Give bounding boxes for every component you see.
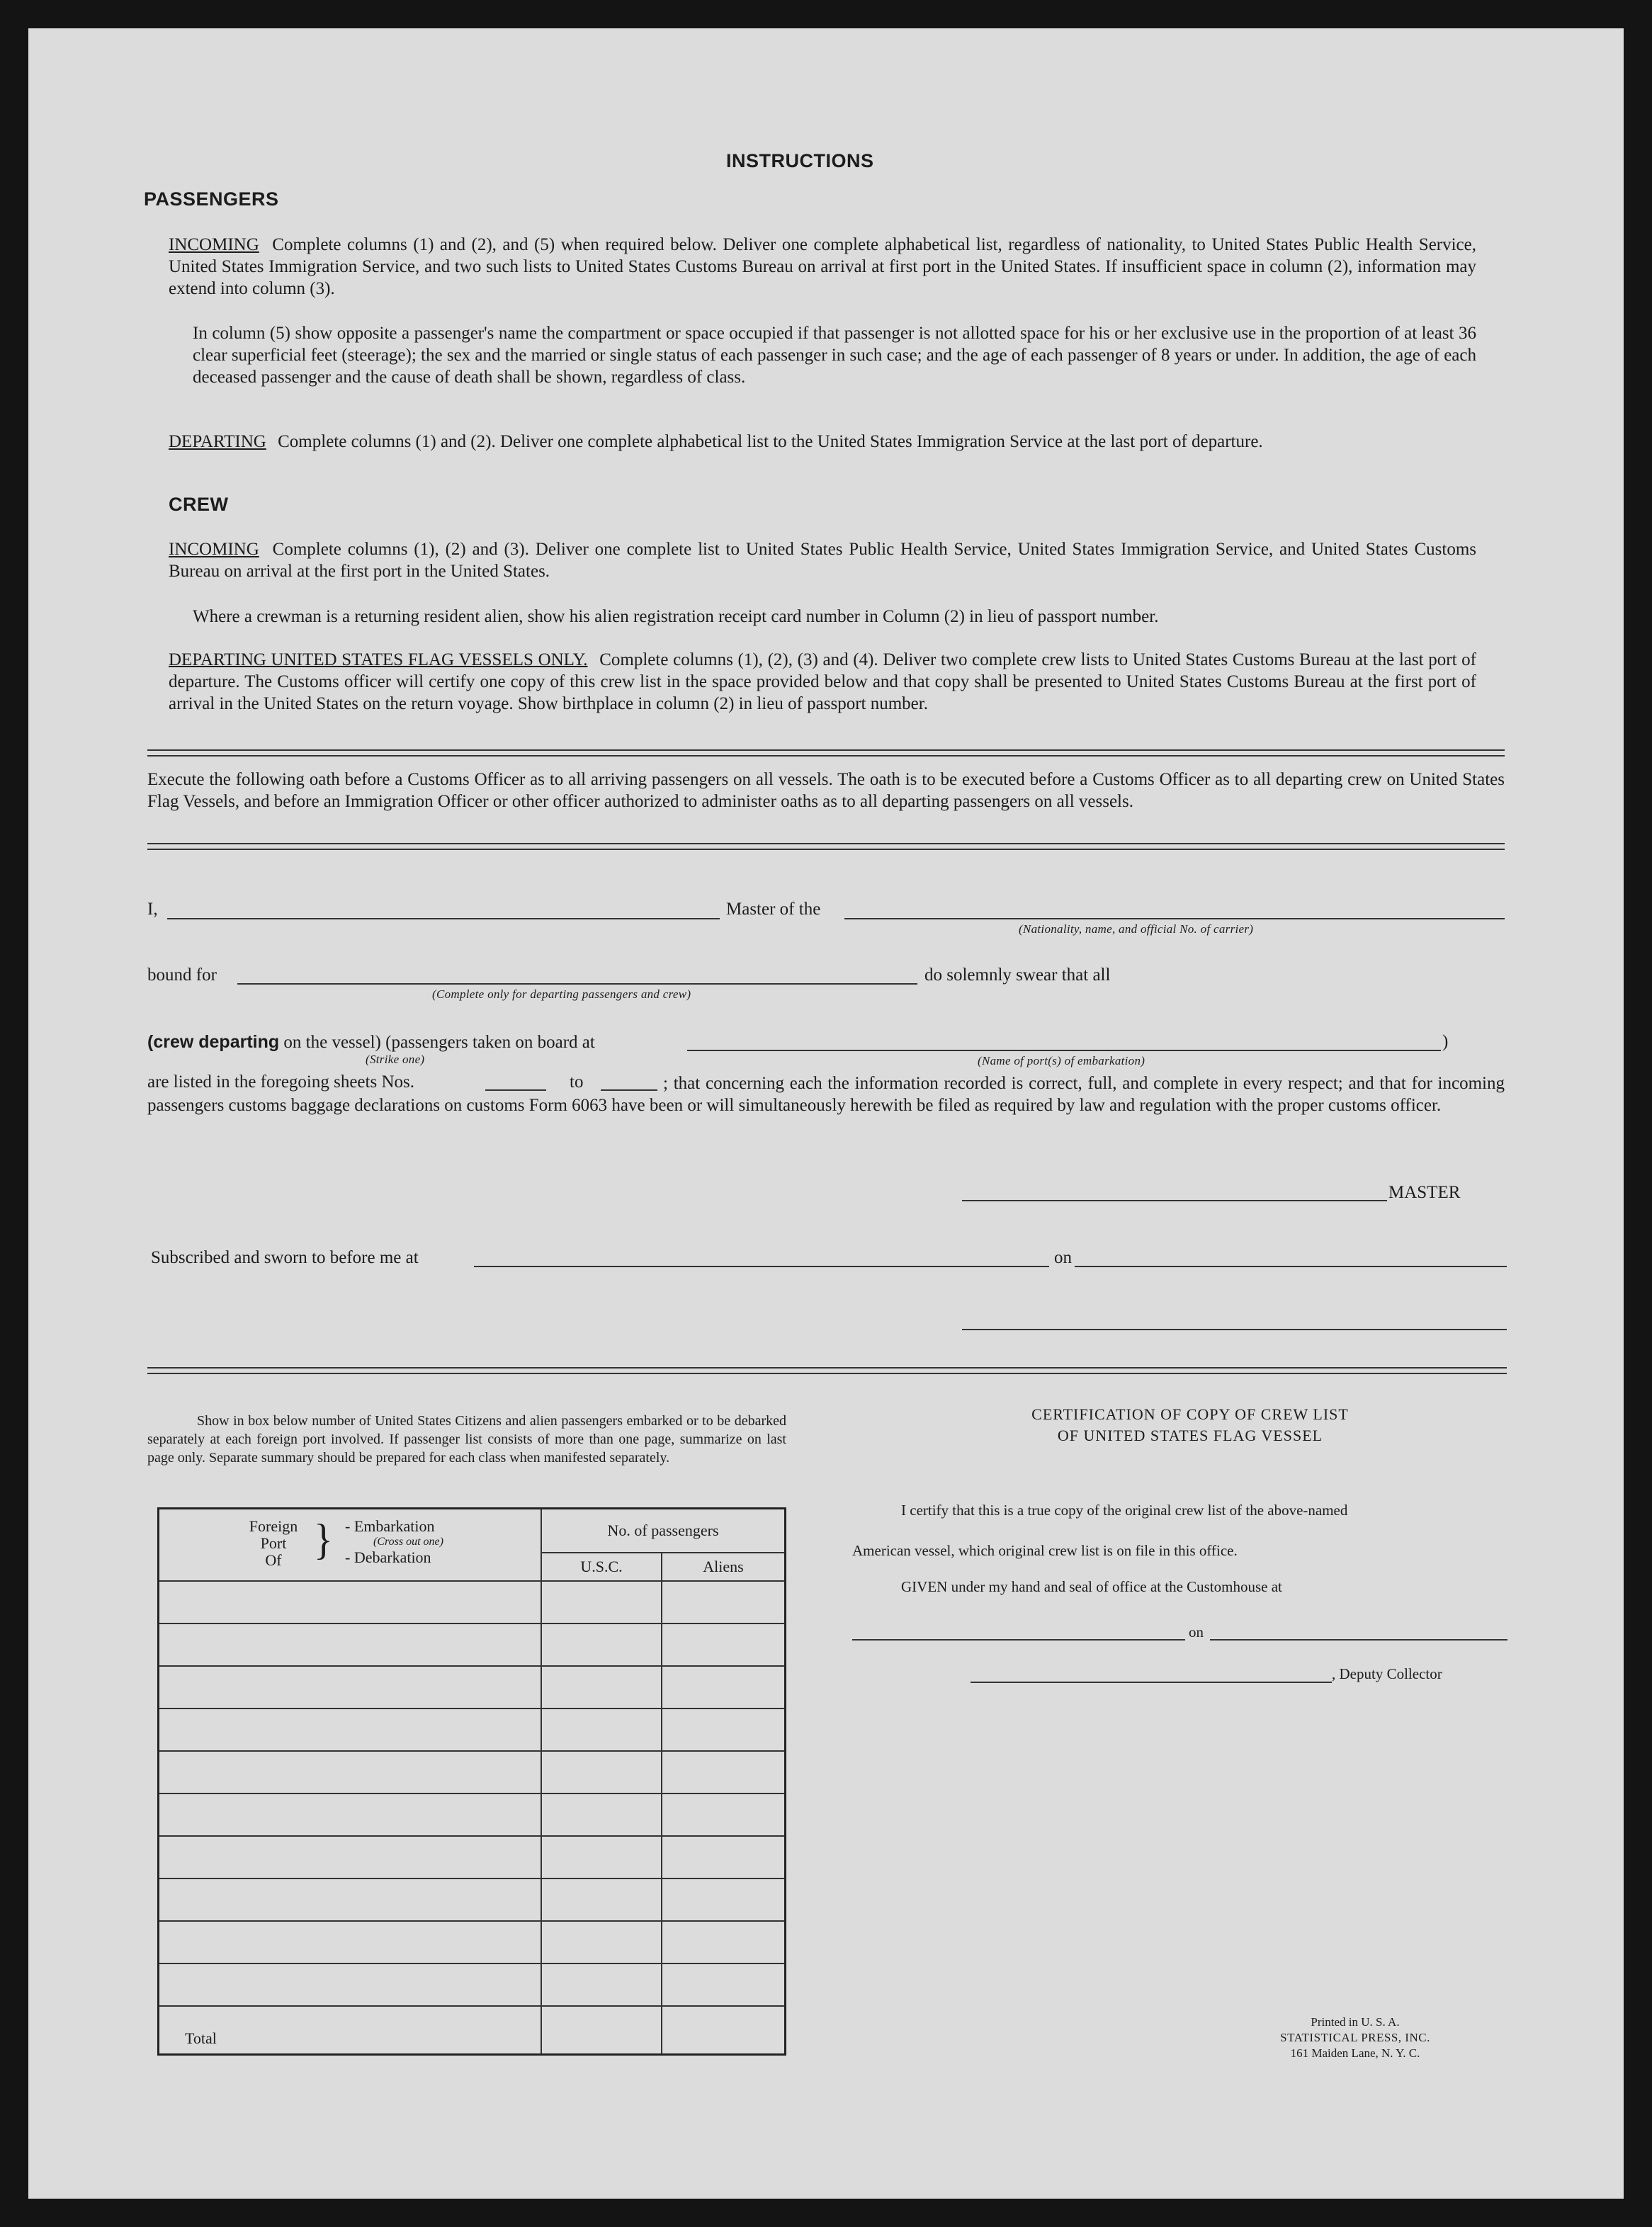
aliens-cell[interactable] <box>662 1751 786 1794</box>
passengers-departing-lead: DEPARTING <box>169 432 266 451</box>
crew-departing-rest: on the vessel) <box>283 1033 381 1052</box>
crew-departing-text: Complete columns (1), (2), (3) and (4). Deliver two complete crew lists to United States Customs Bureau at the last port of departure. The Customs officer will certify one copy of this crew list in the space provided below and that copy shall be presented to United States Customs Bureau at the first port of arrival in the United States on the return voyage. Show birthplace in column (2) in lieu of passport number. <box>169 650 1477 713</box>
printer-line2: STATISTICAL PRESS, INC. <box>1280 2031 1430 2044</box>
debarkation-label: - Debarkation <box>345 1548 431 1566</box>
certification-title <box>871 1404 1509 1446</box>
usc-cell[interactable] <box>541 1624 662 1666</box>
ports-caption: (Name of port(s) of embarkation) <box>978 1054 1145 1067</box>
table-row <box>159 1708 786 1751</box>
printer-line1: Printed in U. S. A. <box>1311 2015 1400 2029</box>
carrier-field[interactable] <box>844 918 1505 919</box>
cross-out-caption: (Cross out one) <box>373 1536 443 1548</box>
aliens-cell[interactable] <box>662 1666 786 1708</box>
aliens-cell[interactable] <box>662 1836 786 1878</box>
usc-cell[interactable] <box>541 1794 662 1836</box>
passengers-incoming-paragraph <box>169 234 1476 300</box>
crew-heading: CREW <box>169 494 229 515</box>
total-usc-cell[interactable] <box>541 2006 662 2055</box>
certification-on-label: on <box>1189 1624 1204 1640</box>
bound-for-label: bound for <box>147 965 217 985</box>
listed-rest: ; that concerning each the information recorded is correct, full, and complete in every respect; and that for incoming passengers customs baggage declarations on customs Form 6063 have been or will simultaneously herewith be filed as required by law and regulation with the proper customs officer. <box>147 1074 1505 1115</box>
passengers-departing-text: Complete columns (1) and (2). Deliver one complete alphabetical list to the United States Immigration Service at the last port of departure. <box>278 432 1263 451</box>
divider-2 <box>147 843 1505 850</box>
table-row <box>159 1581 786 1624</box>
port-cell[interactable] <box>159 1666 542 1708</box>
usc-cell[interactable] <box>541 1581 662 1624</box>
aliens-cell[interactable] <box>662 1581 786 1624</box>
master-signature-field[interactable] <box>962 1200 1387 1201</box>
to-label: to <box>570 1072 584 1092</box>
table-row <box>159 1624 786 1666</box>
total-label: Total <box>159 2006 542 2055</box>
master-of-label: Master of the <box>726 900 821 919</box>
passenger-summary-table <box>157 1507 786 2056</box>
crew-passengers-line <box>147 1032 595 1053</box>
customhouse-field[interactable] <box>852 1639 1185 1640</box>
swear-label: do solemnly swear that all <box>924 965 1111 985</box>
table-row <box>159 1751 786 1794</box>
listed-label: are listed in the foregoing sheets Nos. <box>147 1072 414 1092</box>
oath-instructions: Execute the following oath before a Customs Officer as to all arriving passengers on all vessels. The oath is to be executed before a Customs Officer as to all departing crew on United States Flag Vessels, and before an Immigration Officer or other officer authorized to administer oaths as to all departing passengers on all vessels. <box>147 770 1505 811</box>
certification-title-line1: CERTIFICATION OF COPY OF CREW LIST <box>1031 1405 1349 1423</box>
printer-line3: 161 Maiden Lane, N. Y. C. <box>1290 2046 1420 2060</box>
table-row <box>159 1836 786 1878</box>
aliens-cell[interactable] <box>662 1624 786 1666</box>
usc-cell[interactable] <box>541 1836 662 1878</box>
sworn-on-label: on <box>1054 1248 1072 1267</box>
embarkation-label: - Embarkation <box>345 1517 435 1535</box>
summary-instructions: Show in box below number of United States Citizens and alien passengers embarked or to be debarked separately at each foreign port involved. If passenger list consists of more than one page, summarize on last page only. Separate summary should be prepared for each class when manifested separately. <box>147 1413 786 1466</box>
subscribed-label: Subscribed and sworn to before me at <box>151 1248 419 1267</box>
port-cell[interactable] <box>159 1921 542 1964</box>
usc-cell[interactable] <box>541 1751 662 1794</box>
deputy-collector-field[interactable] <box>971 1682 1332 1683</box>
passengers-departing-paragraph <box>169 431 1476 453</box>
aliens-cell[interactable] <box>662 1921 786 1964</box>
usc-cell[interactable] <box>541 1878 662 1921</box>
table-row <box>159 1964 786 2006</box>
certify-line1: I certify that this is a true copy of the original crew list of the above-named <box>901 1502 1348 1519</box>
total-aliens-cell[interactable] <box>662 2006 786 2055</box>
port-cell[interactable] <box>159 1624 542 1666</box>
crew-departing-bold: (crew departing <box>147 1032 280 1052</box>
strike-one-caption: (Strike one) <box>366 1053 425 1066</box>
passengers-incoming-text: Complete columns (1) and (2), and (5) when required below. Deliver one complete alphabetical list, regardless of nationality, to United States Public Health Service, United States Immigration Service, and two such lists to United States Customs Bureau on arrival at first port in the United States. If insufficient space in column (2), information may extend into column (3). <box>169 235 1477 298</box>
crew-incoming-text: Complete columns (1), (2) and (3). Deliver one complete list to United States Public Health Service, United States Immigration Service, and United States Customs Bureau on arrival at the first port in the United States. <box>169 540 1477 581</box>
port-cell[interactable] <box>159 1751 542 1794</box>
column5-paragraph: In column (5) show opposite a passenger's name the compartment or space occupied if that passenger is not allotted space for his or her exclusive use in the proportion of at least 36 clear superficial feet (steerage); the sex and the married or single status of each passenger in such case; and the age of each passenger of 8 years or under. In addition, the age of each deceased passenger and the cause of death shall be shown, regardless of class. <box>193 324 1476 387</box>
divider-1 <box>147 749 1505 756</box>
of-label: Of <box>265 1551 282 1569</box>
port-cell[interactable] <box>159 1581 542 1624</box>
instructions-title: INSTRUCTIONS <box>726 150 874 171</box>
aliens-cell[interactable] <box>662 1878 786 1921</box>
aliens-cell[interactable] <box>662 1964 786 2006</box>
foreign-label: Foreign <box>249 1517 298 1535</box>
crew-incoming-lead: INCOMING <box>169 540 259 559</box>
officer-signature-field[interactable] <box>962 1329 1507 1330</box>
passengers-taken-label: (passengers taken on board at <box>385 1033 595 1052</box>
brace-icon: } <box>314 1515 333 1565</box>
deputy-collector-label: , Deputy Collector <box>1332 1665 1442 1682</box>
bound-for-caption: (Complete only for departing passengers and crew) <box>432 987 691 1001</box>
oath-i-label: I, <box>147 900 158 919</box>
usc-cell[interactable] <box>541 1964 662 2006</box>
certify-line2: American vessel, which original crew list is on file in this office. <box>852 1542 1238 1559</box>
given-text: GIVEN under my hand and seal of office at the Customhouse at <box>901 1578 1282 1595</box>
usc-cell[interactable] <box>541 1666 662 1708</box>
divider-3 <box>147 1367 1507 1374</box>
aliens-cell[interactable] <box>662 1794 786 1836</box>
total-row <box>159 2006 786 2055</box>
passengers-incoming-lead: INCOMING <box>169 235 259 254</box>
sworn-date-field[interactable] <box>1075 1266 1507 1267</box>
port-header-cell <box>159 1509 542 1582</box>
port-cell[interactable] <box>159 1964 542 2006</box>
usc-cell[interactable] <box>541 1921 662 1964</box>
port-cell[interactable] <box>159 1794 542 1836</box>
table-row <box>159 1878 786 1921</box>
table-row <box>159 1666 786 1708</box>
port-cell[interactable] <box>159 1708 542 1751</box>
port-label: Port <box>260 1534 287 1552</box>
certification-title-line2: OF UNITED STATES FLAG VESSEL <box>1057 1427 1323 1444</box>
sworn-place-field[interactable] <box>474 1266 1049 1267</box>
close-paren: ) <box>1442 1032 1449 1051</box>
table-row <box>159 1921 786 1964</box>
aliens-cell[interactable] <box>662 1708 786 1751</box>
certification-date-field[interactable] <box>1210 1639 1507 1640</box>
usc-cell[interactable] <box>541 1708 662 1751</box>
embarkation-ports-field[interactable] <box>687 1050 1441 1051</box>
master-name-field[interactable] <box>167 918 720 919</box>
table-row <box>159 1794 786 1836</box>
crew-departing-paragraph <box>169 649 1476 715</box>
printer-imprint <box>1260 2014 1451 2061</box>
crew-departing-lead: DEPARTING UNITED STATES FLAG VESSELS ONLY. <box>169 650 588 669</box>
crew-incoming-paragraph <box>169 538 1476 582</box>
port-cell[interactable] <box>159 1836 542 1878</box>
aliens-header: Aliens <box>662 1553 786 1581</box>
crew-resident-paragraph: Where a crewman is a returning resident alien, show his alien registration receipt card number in Column (2) in lieu of passport number. <box>193 607 1159 626</box>
carrier-caption: (Nationality, name, and official No. of carrier) <box>1019 922 1254 936</box>
passengers-heading: PASSENGERS <box>144 188 279 210</box>
form-page <box>28 28 1624 2199</box>
master-label: MASTER <box>1388 1183 1461 1202</box>
no-passengers-header: No. of passengers <box>541 1509 786 1553</box>
usc-header: U.S.C. <box>541 1553 662 1581</box>
port-cell[interactable] <box>159 1878 542 1921</box>
bound-for-field[interactable] <box>237 983 917 985</box>
